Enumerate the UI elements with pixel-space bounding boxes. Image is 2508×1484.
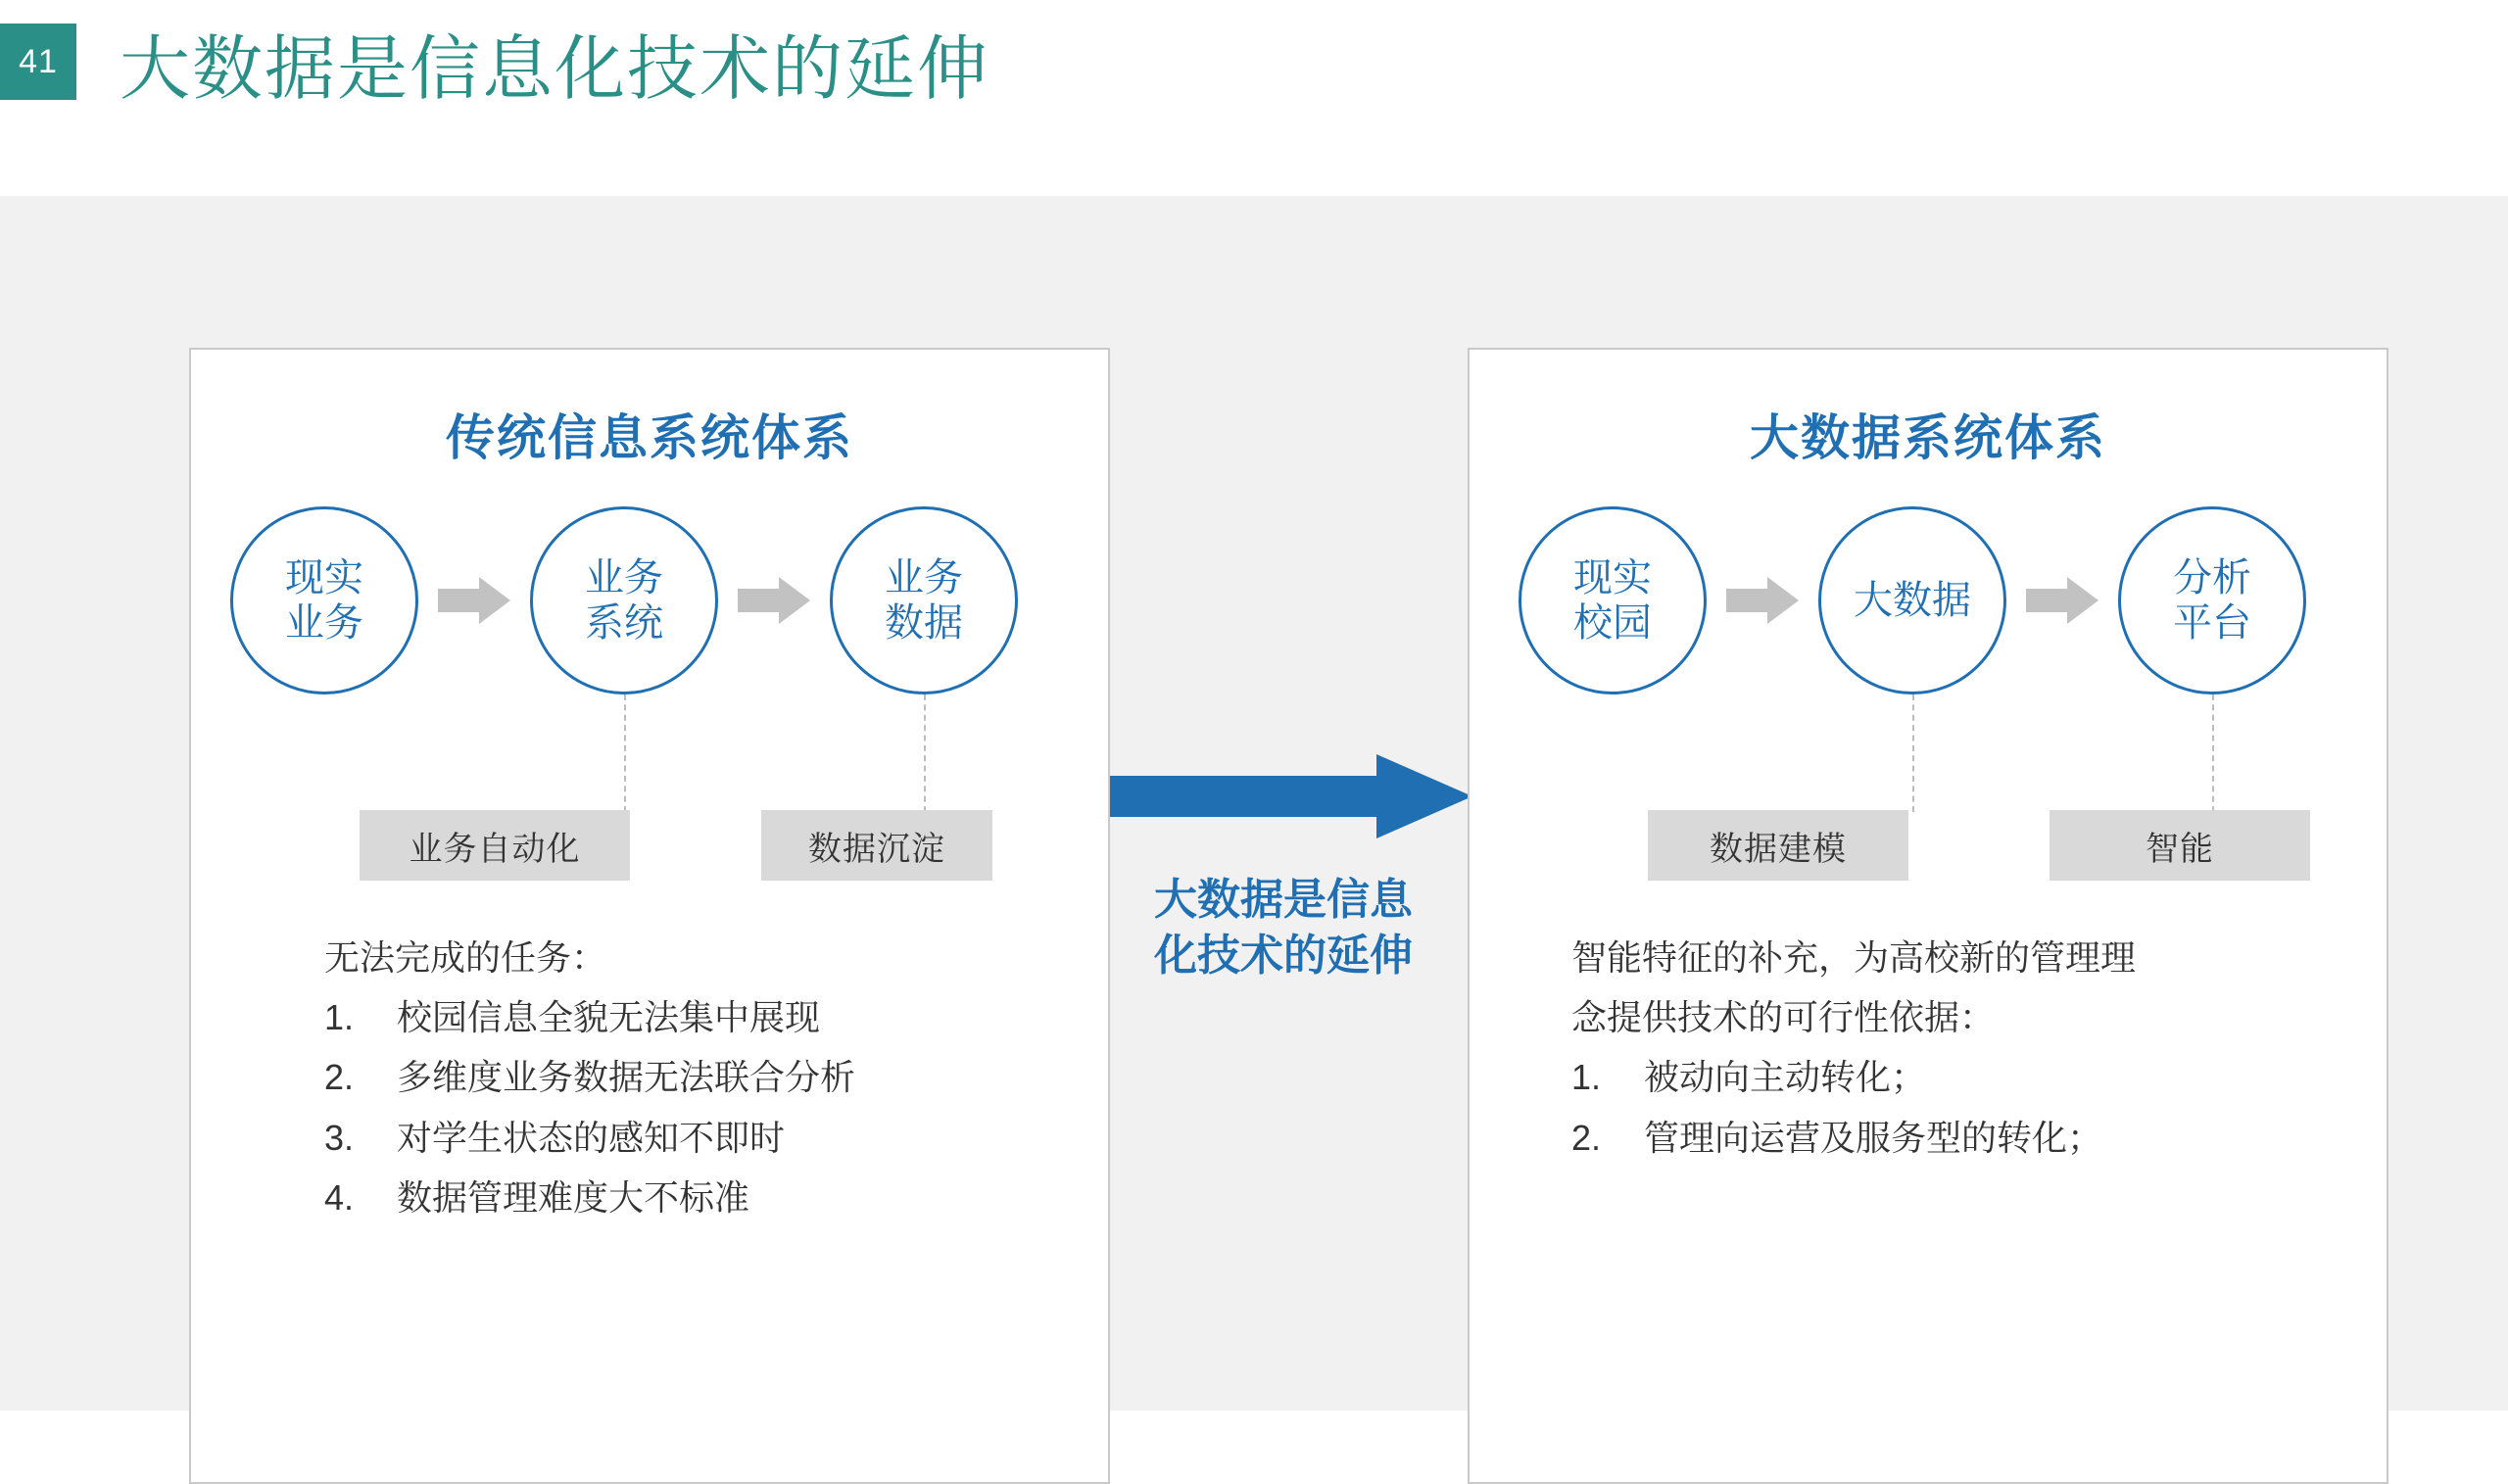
list-item xyxy=(1571,1108,2136,1168)
right-item-2-num: 2. xyxy=(1571,1117,1602,1158)
right-item-2-text: 管理向运营及服务型的转化； xyxy=(1644,1117,2103,1158)
list-item xyxy=(1571,1047,2136,1107)
right-item-1-num: 1. xyxy=(1571,1057,1602,1098)
right-panel xyxy=(1468,348,2388,1484)
left-dotted-connector-2 xyxy=(924,694,926,812)
left-dotted-connector-1 xyxy=(624,694,626,812)
left-panel xyxy=(189,348,1110,1484)
right-text-lead-line1: 智能特征的补充，为高校新的管理理 xyxy=(1571,937,2137,978)
transition-caption xyxy=(1117,872,1450,983)
right-gray-arrow-2 xyxy=(2026,577,2098,624)
page-title: 大数据是信息化技术的延伸 xyxy=(120,30,990,109)
transition-arrow-icon xyxy=(1110,754,1472,838)
slide-header xyxy=(0,0,2508,196)
right-tag-1: 数据建模 xyxy=(1648,810,1908,881)
list-item xyxy=(324,987,855,1047)
right-text-lead-line2: 念提供技术的可行性依据： xyxy=(1571,997,1996,1038)
left-text-list xyxy=(324,987,855,1227)
transition-caption-line2: 化技术的延伸 xyxy=(1154,932,1413,981)
right-circle-2 xyxy=(1818,506,2006,694)
left-gray-arrow-1 xyxy=(438,577,510,624)
left-item-3-num: 3. xyxy=(324,1117,355,1158)
left-circle-1 xyxy=(230,506,418,694)
transition-caption-line1: 大数据是信息 xyxy=(1154,876,1413,924)
slide-body xyxy=(0,196,2508,1411)
left-text-block xyxy=(324,928,855,1227)
left-item-4-num: 4. xyxy=(324,1176,355,1218)
left-item-1-text: 校园信息全貌无法集中展现 xyxy=(397,997,821,1038)
right-dotted-connector-2 xyxy=(2212,694,2214,812)
right-circle-3-line1: 分析 xyxy=(2173,555,2251,599)
list-item xyxy=(324,1168,855,1227)
left-circle-2 xyxy=(530,506,718,694)
left-tag-1: 业务自动化 xyxy=(360,810,630,881)
left-circle-2-line1: 业务 xyxy=(585,555,663,599)
right-circle-2-line1: 大数据 xyxy=(1854,578,1971,622)
right-item-1-text: 被动向主动转化； xyxy=(1644,1057,1927,1098)
right-circle-1-line1: 现实 xyxy=(1573,555,1652,599)
right-text-list xyxy=(1571,1047,2136,1167)
right-circle-3-line2: 平台 xyxy=(2173,601,2251,645)
left-circle-1-line1: 现实 xyxy=(285,555,363,599)
list-item xyxy=(324,1108,855,1168)
right-circle-1 xyxy=(1519,506,1707,694)
left-circle-1-line2: 业务 xyxy=(285,601,363,645)
right-gray-arrow-1 xyxy=(1726,577,1799,624)
left-text-lead: 无法完成的任务： xyxy=(324,937,607,978)
left-item-3-text: 对学生状态的感知不即时 xyxy=(397,1117,786,1158)
left-item-2-num: 2. xyxy=(324,1057,355,1098)
right-text-block xyxy=(1571,928,2136,1168)
left-circle-3 xyxy=(830,506,1018,694)
slide-number-badge: 41 xyxy=(0,24,76,100)
list-item xyxy=(324,1047,855,1107)
right-tag-2: 智能 xyxy=(2050,810,2310,881)
right-circle-1-line2: 校园 xyxy=(1573,601,1652,645)
left-gray-arrow-2 xyxy=(738,577,810,624)
left-circle-3-line1: 业务 xyxy=(885,555,963,599)
left-item-2-text: 多维度业务数据无法联合分析 xyxy=(397,1057,856,1098)
right-circle-3 xyxy=(2118,506,2306,694)
right-dotted-connector-1 xyxy=(1912,694,1914,812)
left-item-4-text: 数据管理难度大不标准 xyxy=(397,1176,750,1218)
left-tag-2: 数据沉淀 xyxy=(761,810,992,881)
left-item-1-num: 1. xyxy=(324,997,355,1038)
left-circle-2-line2: 系统 xyxy=(585,601,663,645)
left-panel-title: 传统信息系统体系 xyxy=(446,410,853,465)
right-panel-title: 大数据系统体系 xyxy=(1750,410,2106,465)
left-circle-3-line2: 数据 xyxy=(885,601,963,645)
